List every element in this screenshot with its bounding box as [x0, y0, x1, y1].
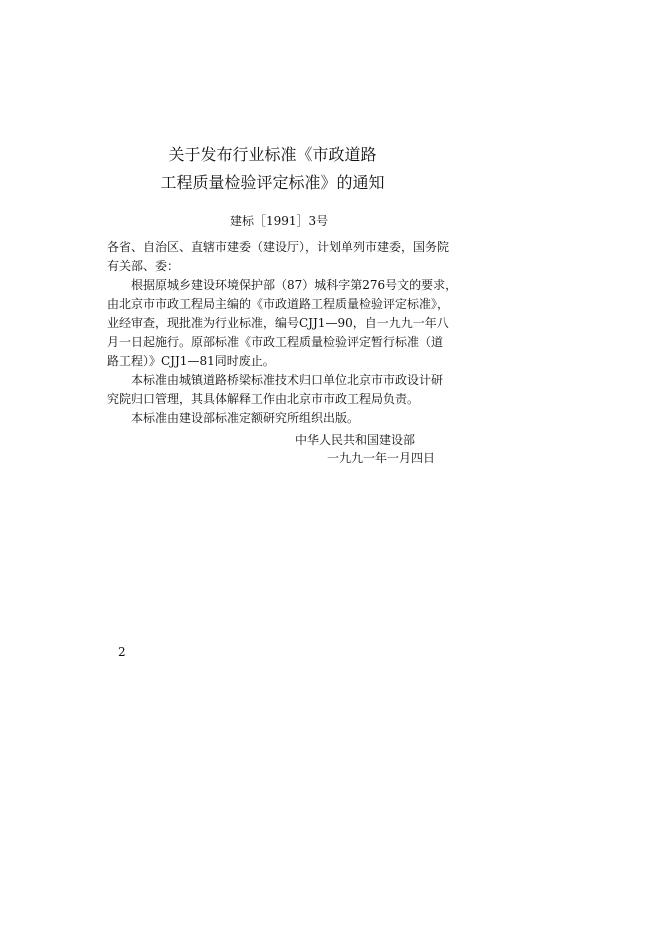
document-number: 建标［1991］3号 [230, 214, 329, 228]
paragraph-line: 月一日起施行。原部标准《市政工程质量检验评定暂行标准（道 [107, 335, 444, 349]
paragraph-line: 根据原城乡建设环境保护部（87）城科字第276号文的要求， [131, 278, 458, 292]
paragraph-line: 本标准由城镇道路桥梁标准技术归口单位北京市市政设计研 [131, 373, 444, 387]
page-number: 2 [118, 645, 126, 659]
issuing-organization: 中华人民共和国建设部 [295, 433, 416, 447]
notice-body [107, 238, 458, 428]
paragraph-line: 路工程）》CJJ1—81同时废止。 [107, 354, 275, 368]
paragraph-line: 究院归口管理，其具体解释工作由北京市市政工程局负责。 [107, 392, 420, 406]
notice-title-line-2: 工程质量检验评定标准》的通知 [160, 173, 385, 192]
paragraph-line: 业经审查，现批准为行业标准，编号CJJ1—90，自一九九一年八 [107, 316, 449, 330]
issue-date: 一九九一年一月四日 [327, 451, 436, 465]
addressee-line: 有关部、委： [107, 259, 180, 273]
addressee-line: 各省、自治区、直辖市建委（建设厅），计划单列市建委，国务院 [107, 240, 450, 254]
paragraph-line: 由北京市市政工程局主编的《市政道路工程质量检验评定标准》， [107, 297, 450, 311]
paragraph-line: 本标准由建设部标准定额研究所组织出版。 [131, 411, 360, 425]
notice-title-line-1: 关于发布行业标准《市政道路 [168, 145, 377, 164]
